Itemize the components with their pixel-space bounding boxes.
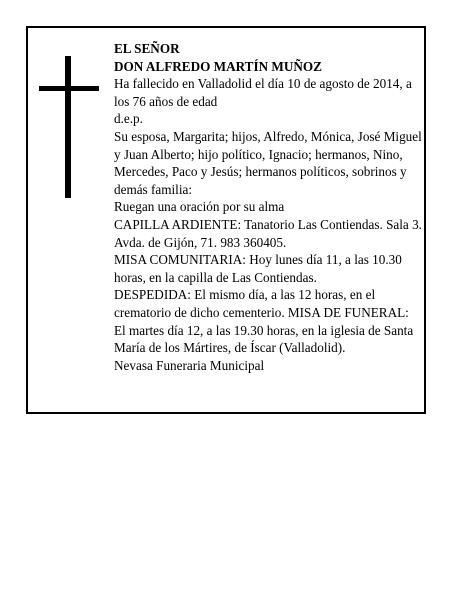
funeral-home: Nevasa Funeraria Municipal — [114, 357, 265, 373]
cross-icon — [39, 56, 99, 198]
chapel-info: CAPILLA ARDIENTE: Tanatorio Las Contiendas. Sala 3. Avda. de Gijón, 71. 983 360405. — [114, 216, 422, 250]
prayer-request: Ruegan una oración por su alma — [114, 199, 285, 215]
notice-text — [114, 40, 422, 374]
death-info: Ha fallecido en Valladolid el día 10 de agosto de 2014, a los 76 años de edad — [114, 76, 412, 109]
deceased-name: DON ALFREDO MARTÍN MUÑOZ — [114, 58, 322, 74]
obituary-notice — [26, 26, 426, 414]
cross-vertical-bar — [65, 56, 71, 198]
dep-text: d.e.p. — [114, 111, 143, 127]
farewell-info: DESPEDIDA: El mismo día, a las 12 horas, en el crematorio de dicho cementerio. MISA DE FUNERAL: El martes día 12, a las 19.30 horas, en la iglesia de Santa María de los Mártires, de Íscar (Valladolid). — [114, 287, 414, 356]
notice-title-line: EL SEÑOR — [114, 41, 180, 56]
mass-info: MISA COMUNITARIA: Hoy lunes día 11, a las 10.30 horas, en la capilla de Las Contiendas. — [114, 252, 402, 285]
cross-horizontal-bar — [39, 86, 99, 91]
family-list: Su esposa, Margarita; hijos, Alfredo, Mónica, José Miguel y Juan Alberto; hijo político, Ignacio; hermanos, Nino, Mercedes, Paco y Jesús; hermanos políticos, sobrinos y demás familia: — [114, 128, 422, 197]
